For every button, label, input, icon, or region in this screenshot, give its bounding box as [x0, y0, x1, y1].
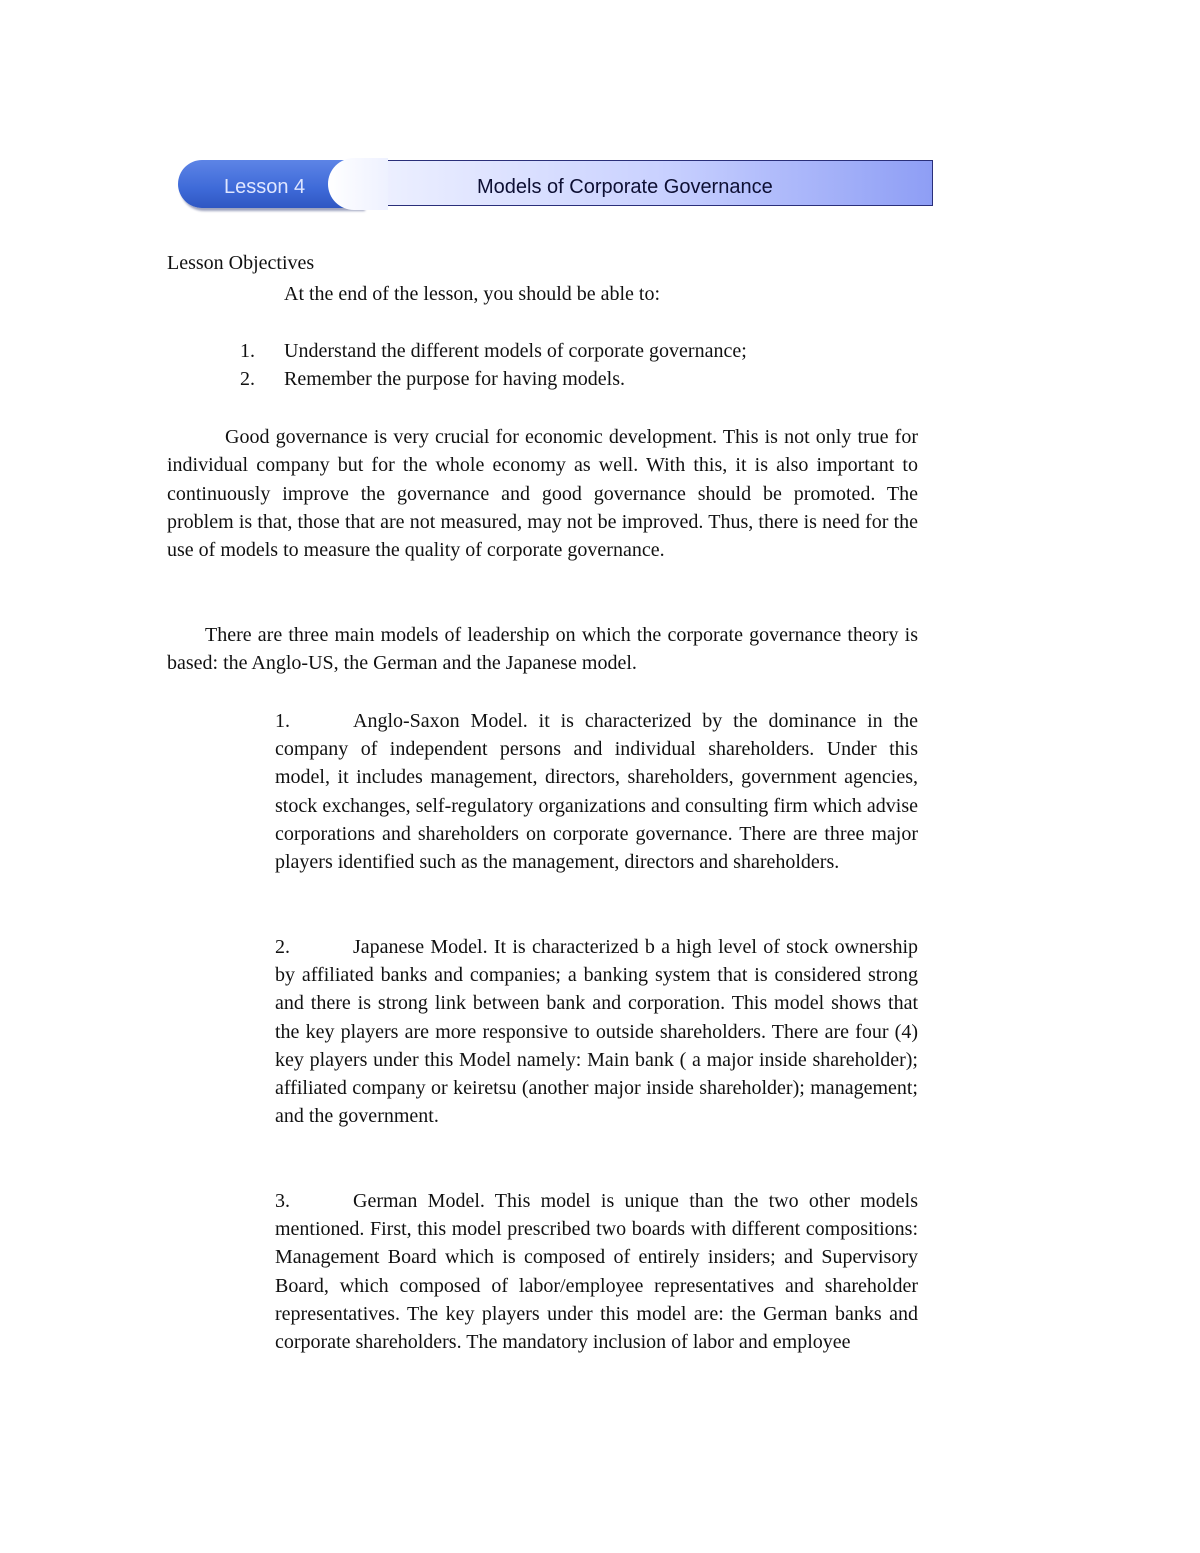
objective-item [240, 337, 747, 365]
model-number: 2. [275, 936, 290, 958]
objectives-heading: Lesson Objectives [167, 252, 315, 274]
paragraph-three-models: There are three main models of leadership on which the corporate governance theory is based: the Anglo-US, the German and the Japanese model. [167, 624, 918, 675]
objective-item [240, 365, 747, 393]
lesson-number: Lesson 4 [224, 176, 306, 198]
objectives-intro: At the end of the lesson, you should be able to: [284, 283, 661, 305]
model-number: 3. [275, 1190, 290, 1212]
objective-text: Understand the different models of corporate governance; [284, 340, 747, 362]
objectives-list [240, 337, 747, 393]
model-text: German Model. This model is unique than the two other models mentioned. First, this model prescribed two boards with different compositions: Management Board which is composed of entirely insiders; and Supervisory Board, which composed of labor/employee representatives and shareholder representatives. The key players under this model are: the German banks and corporate shareholders. The mandatory inclusion of labor and employee [275, 1190, 918, 1354]
paragraph-good-governance: Good governance is very crucial for economic development. This is not only true for individual company but for the whole economy as well. With this, it is also important to continuously improve the governance and good governance should be promoted. The problem is that, those that are not measured, may not be improved. Thus, there is need for the use of models to measure the quality of corporate governance. [167, 426, 918, 562]
model-german [275, 1187, 918, 1356]
objective-number: 1. [240, 340, 255, 362]
lesson-pill-divider [328, 158, 388, 210]
objective-number: 2. [240, 368, 255, 390]
model-number: 1. [275, 710, 290, 732]
model-text: Japanese Model. It is characterized b a high level of stock ownership by affiliated banks and companies; a banking system that is considered strong and there is strong link between bank and corporation. This model shows that the key players are more responsive to outside shareholders. There are four (4) key players under this Model namely: Main bank ( a major inside shareholder); affiliated company or keiretsu (another major inside shareholder); management; and the government. [275, 936, 918, 1128]
model-text: Anglo-Saxon Model. it is characterized by the dominance in the company of independent persons and individual shareholders. Under this model, it includes management, directors, shareholders, government agencies, stock exchanges, self-regulatory organizations and consulting firm which advise corporations and shareholders on corporate governance. There are three major players identified such as the management, directors and shareholders. [275, 710, 918, 874]
model-japanese [275, 933, 918, 1130]
objective-text: Remember the purpose for having models. [284, 368, 626, 390]
lesson-title: Models of Corporate Governance [477, 176, 773, 198]
model-anglo-saxon [275, 707, 918, 876]
